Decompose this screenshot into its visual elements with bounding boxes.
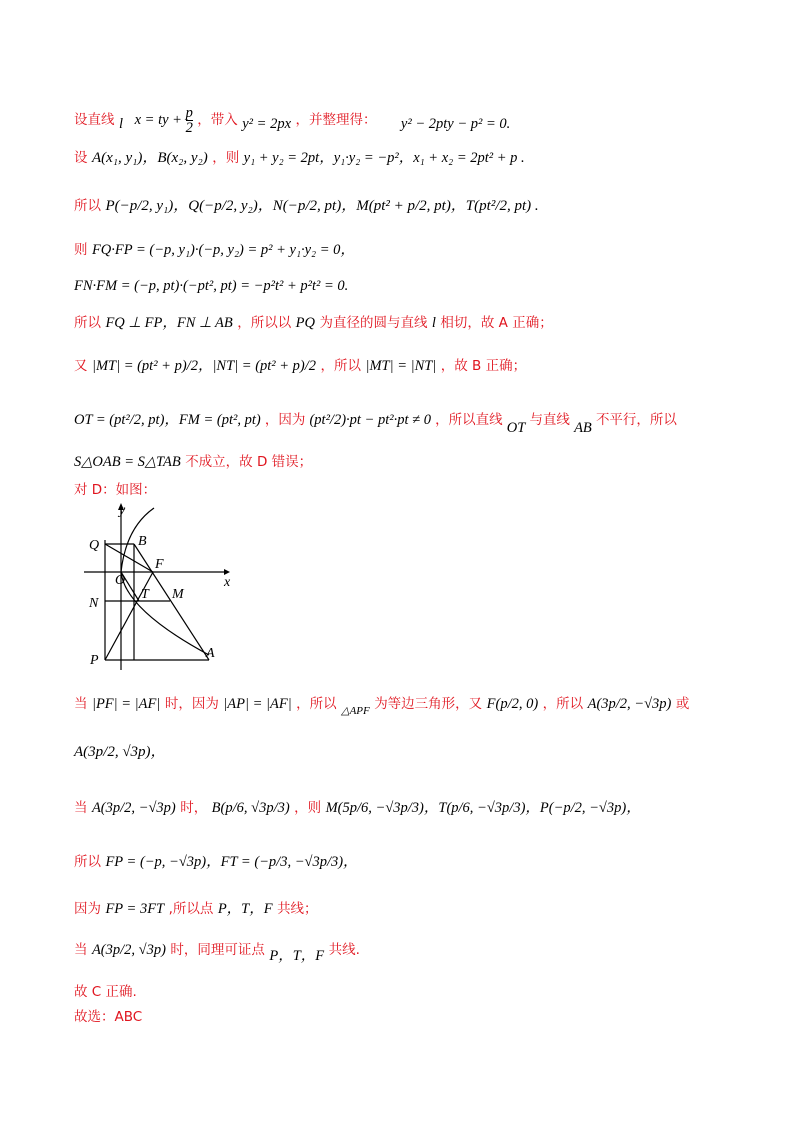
label-y: y — [119, 503, 126, 518]
text: ，带入 — [197, 111, 238, 128]
formula: A(3p/2, √3p)， — [74, 744, 166, 760]
chord-ab — [134, 544, 209, 660]
label-m: M — [172, 587, 184, 602]
line-2 — [74, 148, 760, 168]
text: 设直线 — [74, 111, 115, 128]
line-13 — [74, 798, 760, 818]
formula: (pt²/2)·pt − pt²·pt ≠ 0 — [309, 412, 431, 428]
formula: y² − 2pty − p² = 0. — [400, 115, 511, 132]
formula: FN·FM = (−p, pt)·(−pt², pt) = −p²t² + p²t² = 0. — [74, 278, 349, 294]
text: 所以 — [74, 315, 101, 331]
formula: |MT| = (pt² + p)/2，|NT| = (pt² + p)/2 — [91, 358, 317, 374]
formula: A(3p/2, −√3p) — [91, 800, 176, 816]
text: ，则 — [294, 800, 322, 816]
label-b: B — [138, 534, 147, 549]
text: 所以 — [74, 854, 101, 870]
label-f: F — [155, 557, 164, 572]
text: 又 — [74, 358, 88, 374]
text: 当 — [74, 696, 88, 712]
line-14 — [74, 852, 760, 872]
formula: A(x₁, y₁)，B(x₂, y₂) — [91, 150, 208, 166]
line-1 — [74, 106, 760, 135]
formula: FQ·FP = (−p, y₁)·(−p, y₂) = p² + y₁·y₂ = 0， — [91, 242, 355, 258]
formula: OT = (pt²/2, pt)，FM = (pt², pt) — [74, 412, 261, 428]
text: 为直径的圆与直线 — [319, 315, 428, 331]
line-5 — [74, 276, 760, 296]
label-p: P — [90, 653, 99, 668]
text: 时，因为 — [164, 696, 219, 712]
formula: y² = 2px — [242, 115, 292, 132]
text: ，所以 — [320, 358, 361, 374]
formula: |PF| = |AF| — [91, 696, 161, 712]
text: 时，同理可证点 — [170, 942, 265, 958]
formula: AB — [574, 420, 592, 436]
line-3 — [74, 196, 760, 216]
text: 当 — [74, 800, 88, 816]
text: 共线. — [328, 942, 360, 958]
formula: A(3p/2, −√3p) — [587, 696, 672, 712]
formula: |MT| = |NT| — [365, 358, 437, 374]
line-11 — [74, 694, 760, 715]
label-o: O — [115, 573, 126, 588]
text: 则 — [74, 242, 88, 258]
formula: A(3p/2, √3p) — [91, 942, 166, 958]
label-a: A — [206, 646, 215, 661]
formula: F(p/2, 0) — [486, 696, 539, 712]
formula: y₁ + y₂ = 2pt，y₁·y₂ = −p²，x₁ + x₂ = 2pt² + p . — [243, 150, 525, 166]
line-17 — [74, 982, 760, 1002]
text: 对 D：如图： — [74, 482, 157, 498]
text: ，则 — [212, 150, 240, 166]
formula: P(−p/2, y₁)，Q(−p/2, y₂)，N(−p/2, pt)，M(pt² + p/2, pt)，T(pt²/2, pt) . — [105, 198, 539, 214]
line-4 — [74, 240, 760, 260]
text: 不平行，所以 — [595, 412, 677, 428]
line-16 — [74, 940, 760, 964]
formula: l — [431, 315, 436, 331]
text: ，所以以 — [237, 315, 292, 331]
text: 故选：ABC — [74, 1009, 143, 1025]
text: ，因为 — [264, 412, 306, 428]
text: ,所以点 — [168, 901, 214, 917]
line-10 — [74, 480, 760, 500]
text: 时， — [180, 800, 208, 816]
formula: FP = 3FT — [105, 901, 165, 917]
text: 当 — [74, 942, 88, 958]
formula: P，T，F — [217, 901, 273, 917]
parabola-figure — [84, 500, 244, 675]
line-12 — [74, 742, 760, 762]
formula: M(5p/6, −√3p/3)，T(p/6, −√3p/3)，P(−p/2, −√3p)， — [325, 800, 641, 816]
label-x: x — [224, 575, 231, 590]
line-15 — [74, 899, 760, 919]
formula: FP = (−p, −√3p)，FT = (−p/3, −√3p/3)， — [105, 854, 358, 870]
text: ，所以 — [542, 696, 584, 712]
text: ，并整理得： — [295, 111, 377, 128]
text: 故 C 正确. — [74, 984, 137, 1000]
line-9 — [74, 452, 760, 472]
text: 或 — [675, 696, 690, 712]
formula: S△OAB = S△TAB — [74, 454, 181, 470]
text: 为等边三角形，又 — [374, 696, 483, 712]
text: ，所以直线 — [435, 412, 503, 428]
line-6 — [74, 313, 760, 333]
formula: |AP| = |AF| — [223, 696, 292, 712]
label-t: T — [141, 587, 149, 602]
text: 共线； — [277, 901, 318, 917]
text: 相切，故 A 正确； — [440, 315, 553, 331]
text: ，故 B 正确； — [440, 358, 527, 374]
formula: P，T，F — [269, 948, 325, 964]
formula: △APF — [341, 705, 370, 717]
text: 与直线 — [529, 412, 570, 428]
text: ，所以 — [296, 696, 337, 712]
line-8 — [74, 410, 760, 436]
formula: OT — [506, 420, 526, 436]
text: 因为 — [74, 901, 101, 917]
label-q: Q — [89, 538, 100, 553]
text: 设 — [74, 150, 88, 166]
formula: l x = ty + $\frac{p}{2}$ — [118, 105, 193, 136]
line-7 — [74, 356, 760, 376]
formula: FQ ⊥ FP，FN ⊥ AB — [105, 315, 233, 331]
line-18 — [74, 1007, 760, 1027]
formula: B(p/6, √3p/3) — [211, 800, 290, 816]
text: 所以 — [74, 198, 101, 214]
text: 不成立，故 D 错误； — [185, 454, 313, 470]
label-n: N — [89, 596, 99, 611]
formula: PQ — [295, 315, 315, 331]
